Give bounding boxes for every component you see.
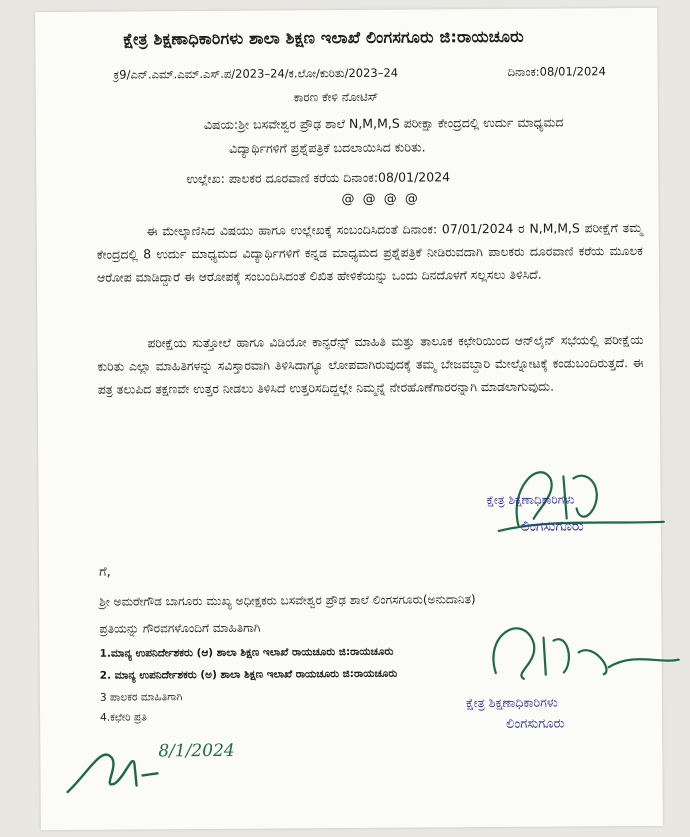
cc-item: 1.ಮಾನ್ಯ ಉಪನಿರ್ದೇಶಕರು (ಆ) ಶಾಲಾ ಶಿಕ್ಷಣ ಇಲಾಖೆ ರಾಯಚೂರು ಜಿ:ರಾಯಚೂರು bbox=[99, 645, 394, 660]
cc-item: 4.ಕಛೇರಿ ಪ್ರತಿ bbox=[100, 711, 147, 724]
seal-place: ಲಿಂಗಸುಗೂರು bbox=[506, 716, 565, 732]
subject-line-2: ವಿದ್ಯಾರ್ಥಿಗಳಿಗೆ ಪ್ರಶ್ನೆಪತ್ರಿಕೆ ಬದಲಾಯಿಸಿದ ಕುರಿತು. bbox=[229, 139, 426, 156]
cc-item: 2. ಮಾನ್ಯ ಉಪನಿರ್ದೇಶಕರು (ಅ) ಶಾಲಾ ಶಿಕ್ಷಣ ಇಲಾಖೆ ರಾಯಚೂರು ಜಿ:ರಾಯಚೂರು bbox=[99, 667, 398, 682]
paragraph-2 bbox=[97, 328, 643, 401]
signatory-place: ಲಿಂಗಸುಗೂರು bbox=[520, 518, 584, 535]
letter-date: ದಿನಾಂಕ:08/01/2024 bbox=[507, 64, 606, 79]
handwritten-date: 8/1/2024 bbox=[158, 740, 235, 762]
subject-line-1: ವಿಷಯ:ಶ್ರೀ ಬಸವೇಶ್ವರ ಪ್ರೌಢ ಶಾಲೆ N,M,M,S ಪರೀಕ್ಷಾ ಕೇಂದ್ರದಲ್ಲಿ ಉರ್ದು ಮಾಧ್ಯಮದ bbox=[203, 114, 564, 133]
letter-page bbox=[35, 8, 663, 830]
reference-line: ಉಲ್ಲೇಖ: ಪಾಲಕರ ದೂರವಾಣಿ ಕರೆಯ ದಿನಾಂಕ:08/01/2024 bbox=[186, 169, 451, 187]
reference-number: ಕ್ರ9/ಎನ್.ಎಮ್.ಎಮ್.ಎಸ್.ಪ/2023–24/ಕ.ಲೋ/ಕುರಿತು/2023–24 bbox=[113, 65, 399, 82]
signatory-designation: ಕ್ಷೇತ್ರ ಶಿಕ್ಷಣಾಧಿಕಾರಿಗಳು bbox=[486, 492, 575, 508]
paragraph-1 bbox=[97, 216, 643, 289]
to-label: ಗೆ, bbox=[99, 564, 111, 580]
office-header: ಕ್ಷೇತ್ರ ಶಿಕ್ಷಣಾಧಿಕಾರಿಗಳು ಶಾಲಾ ಶಿಕ್ಷಣ ಇಲಾಖೆ ಲಿಂಗಸಗೂರು ಜಿ:ರಾಯಚೂರು bbox=[123, 26, 524, 49]
cc-item: 3 ಪಾಲಕರ ಮಾಹಿತಿಗಾಗಿ bbox=[99, 691, 183, 704]
separator: @ @ @ @ bbox=[341, 191, 420, 208]
signature-2 bbox=[483, 612, 684, 703]
copy-line: ಪ್ರತಿಯನ್ನು ಗೌರವಗಳೊಂದಿಗೆ ಮಾಹಿತಿಗಾಗಿ bbox=[99, 620, 261, 636]
recipient-address: ಶ್ರೀ ಅಮರೇಗೌಡ ಬಾಗೂರು ಮುಖ್ಯ ಅಧೀಕ್ಷಕರು ಬಸವೇಶ್ವರ ಪ್ರೌಢ ಶಾಲೆ ಲಿಂಗಸಗೂರು(ಅನುದಾನಿತ) bbox=[99, 592, 476, 609]
seal-designation: ಕ್ಷೇತ್ರ ಶಿಕ್ಷಣಾಧಿಕಾರಿಗಳು bbox=[465, 694, 558, 711]
paragraph-2-text: ಪರೀಕ್ಷೆಯ ಸುತ್ತೋಲೆ ಹಾಗೂ ವಿಡಿಯೋ ಕಾನ್ಫರೆನ್ಸ್ ಮಾಹಿತಿ ಮತ್ತು ತಾಲೂಕ ಕಛೇರಿಯಿಂದ ಆನ್‌ಲೈನ್ ಸಭೆಯಲ್ಲಿ ಪರೀಕ್ಷೆಯ ಕುರಿತು ಎಲ್ಲಾ ಮಾಹಿತಿಗಳನ್ನು ಸವಿಸ್ತಾರವಾಗಿ ತಿಳಿಸಿದಾಗ್ಯೂ ಲೋಪವಾಗಿರುವುದಕ್ಕೆ ತಮ್ಮ ಬೇಜವಬ್ದಾರಿ ಮೇಲ್ನೋಟಕ್ಕೆ ಕಂಡುಬಂದಿರುತ್ತದೆ. ಈ ಪತ್ರ ತಲುಪಿದ ತಕ್ಷಣವೇ ಉತ್ತರ ನೀಡಲು ತಿಳಿಸಿದೆ ಉತ್ತರಿಸದಿದ್ದಲ್ಲೇ ನಿಮ್ಮನ್ನೆ ನೇರಹೊಣೆಗಾರರನ್ನಾಗಿ ಮಾಡಲಾಗುವುದು. bbox=[97, 331, 644, 397]
notice-title: ಕಾರಣ ಕೇಳಿ ನೋಟಿಸ್ bbox=[293, 89, 379, 105]
paragraph-1-text: ಈ ಮೇಲ್ಕಾಣಿಸಿದ ವಿಷಯು ಹಾಗೂ ಉಲ್ಲೇಖಕ್ಕೆ ಸಂಬಂದಿಸಿದಂತೆ ದಿನಾಂಕ: 07/01/2024 ರ N,M,M,S ಪರೀಕ್ಷೆಗೆ ತಮ್ಮ ಕೇಂದ್ರದಲ್ಲಿ 8 ಉರ್ದು ಮಾಧ್ಯಮದ ವಿದ್ಯಾರ್ಥಿಗಳಿಗೆ ಕನ್ನಡ ಮಾಧ್ಯಮದ ಪ್ರಶ್ನೆಪತ್ರಿಕೆ ನೀಡಿರುವದಾಗಿ ಪಾಲಕರು ದೂರವಾಣಿ ಕರೆಯ ಮೂಲಕ ಆರೋಪ ಮಾಡಿದ್ದಾರೆ ಈ ಆರೋಪಕ್ಕೆ ಸಂಬಂದಿಸಿದಂತೆ ಲಿಖಿತ ಹೇಳಿಕೆಯನ್ನು ಒಂದು ದಿನದೊಳಗೆ ಸಲ್ಲಸಲು ತಿಳಿಸಿದೆ. bbox=[96, 219, 643, 285]
